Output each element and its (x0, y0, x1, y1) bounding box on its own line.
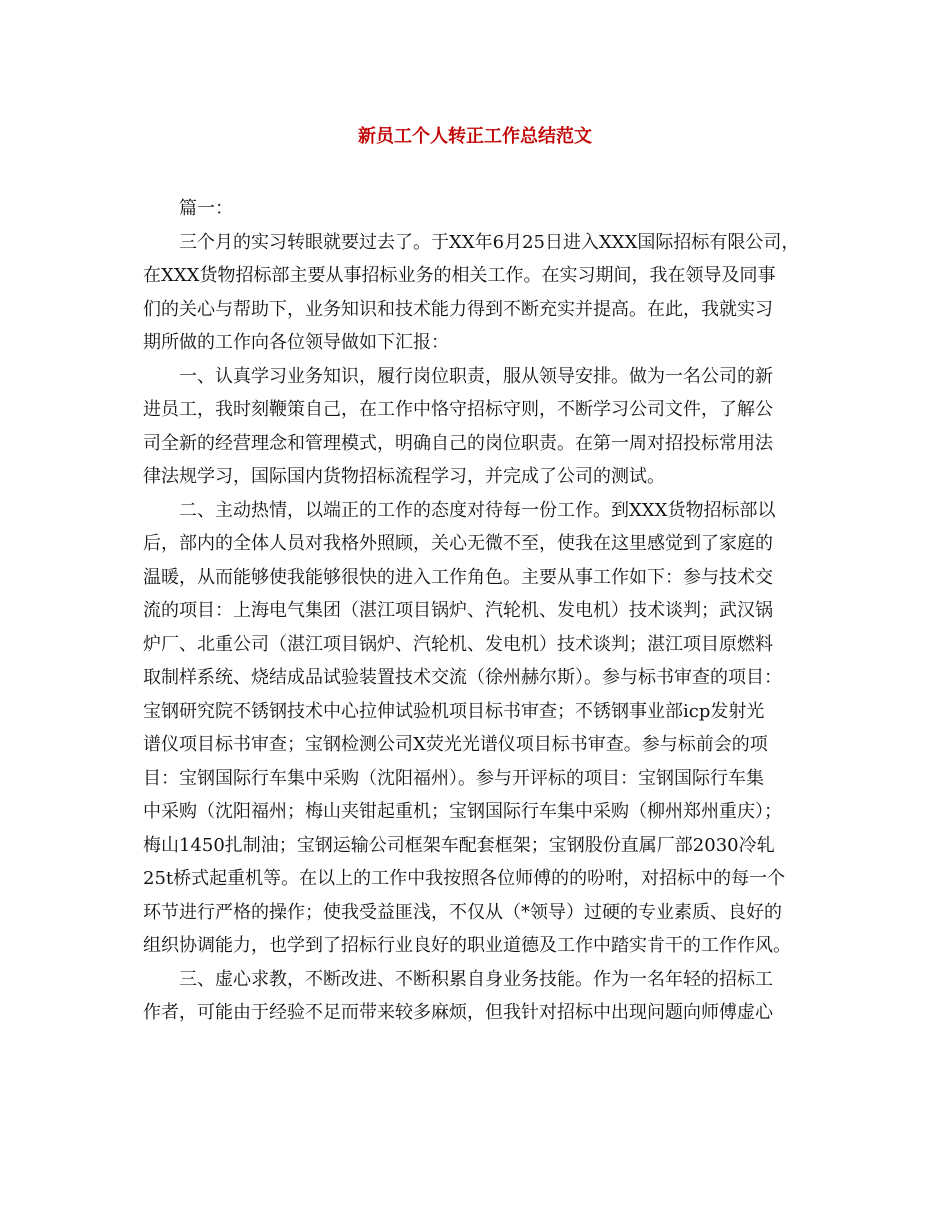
text-line: 目：宝钢国际行车集中采购（沈阳福州）。参与开评标的项目：宝钢国际行车集 (143, 767, 764, 789)
text-line: 环节进行严格的操作；使我受益匪浅，不仅从（*领导）过硬的专业素质、良好的 (143, 901, 782, 923)
text-line: 们的关心与帮助下，业务知识和技术能力得到不断充实并提高。在此，我就实习 (143, 298, 773, 320)
text-line: 流的项目：上海电气集团（湛江项目锅炉、汽轮机、发电机）技术谈判；武汉锅 (143, 600, 773, 621)
text-line: 后，部内的全体人员对我格外照顾，关心无微不至，使我在这里感觉到了家庭的 (143, 533, 773, 554)
text-line: 温暖，从而能够使我能够很快的进入工作角色。主要从事工作如下：参与技术交 (143, 566, 773, 588)
text-line: 期所做的工作向各位领导做如下汇报： (143, 332, 449, 353)
text-line: 一、认真学习业务知识，履行岗位职责，服从领导安排。做为一名公司的新 (179, 365, 773, 387)
text-line: 取制样系统、烧结成品试验装置技术交流（徐州赫尔斯）。参与标书审查的项目： (143, 667, 782, 688)
document-body (143, 192, 809, 1030)
text-line: 炉厂、北重公司（湛江项目锅炉、汽轮机、发电机）技术谈判；湛江项目原燃料 (143, 633, 773, 655)
text-line: 谱仪项目标书审查；宝钢检测公司X荧光光谱仪项目标书审查。参与标前会的项 (143, 734, 768, 755)
text-line: 作者，可能由于经验不足而带来较多麻烦，但我针对招标中出现问题向师傅虚心 (143, 1002, 773, 1023)
text-line: 三个月的实习转眼就要过去了。于XX年6月25日进入XXX国际招标有限公司， (179, 231, 800, 253)
text-line: 25t桥式起重机等。在以上的工作中我按照各位师傅的的吩咐，对招标中的每一个 (143, 868, 786, 889)
text-line: 进员工，我时刻鞭策自己，在工作中恪守招标守则，不断学习公司文件，了解公 (143, 399, 773, 420)
text-line: 梅山1450扎制油；宝钢运输公司框架车配套框架；宝钢股份直属厂部2030冷轧 (143, 834, 775, 856)
text-line: 律法规学习，国际国内货物招标流程学习，并完成了公司的测试。 (143, 466, 665, 487)
text-line: 三、虚心求教，不断改进、不断积累自身业务技能。作为一名年轻的招标工 (179, 968, 773, 990)
text-line: 宝钢研究院不锈钢技术中心拉伸试验机项目标书审查；不锈钢事业部icp发射光 (143, 700, 765, 722)
text-line: 司全新的经营理念和管理模式，明确自己的岗位职责。在第一周对招投标常用法 (143, 432, 773, 454)
text-line: 二、主动热情，以端正的工作的态度对待每一份工作。到XXX货物招标部以 (179, 499, 776, 521)
text-line: 组织协调能力，也学到了招标行业良好的职业道德及工作中踏实肯干的工作作风。 (143, 935, 791, 956)
text-line: 在XXX货物招标部主要从事招标业务的相关工作。在实习期间，我在领导及同事 (143, 265, 776, 286)
text-line: 篇一： (179, 198, 233, 219)
document-title: 新员工个人转正工作总结范文 (358, 126, 592, 147)
text-line: 中采购（沈阳福州；梅山夹钳起重机；宝钢国际行车集中采购（柳州郑州重庆）； (143, 801, 782, 822)
